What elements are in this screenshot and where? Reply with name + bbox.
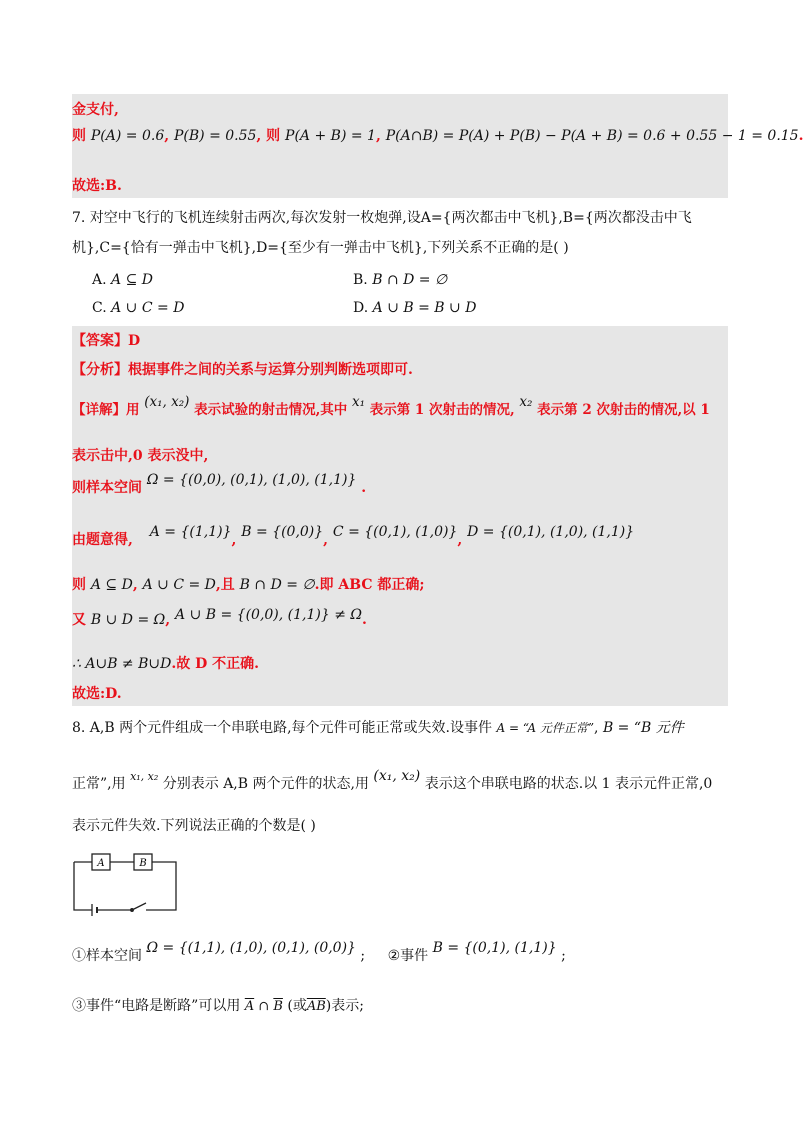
q8-item3 [72,996,364,1017]
solution6-ze: 则 [72,128,86,144]
circuit-label-b: B [139,858,147,869]
option-d-label: D. [353,300,369,316]
item1-set: Ω = {(1,1), (1,0), (0,1), (0,0)} [146,940,356,956]
q7-stem-line1: 7. 对空中飞行的飞机连续射击两次,每次发射一枚炮弹,设A={两次都击中飞机},B={两次都没击中飞 [72,210,692,226]
circuit-label-a: A [97,858,105,869]
solution6-line2: 则 P(A) = 0.6, P(B) = 0.55, 则 P(A + B) = 1, P(A∩B) = P(A) + P(B) − P(A + B) = 0.6 + 0.55 − 1 = 0.15. [72,128,803,144]
q8-pair: (x₁, x₂) [373,768,421,784]
relation-b-inter-d: B ∩ D = ∅ [239,577,315,593]
detail-prefix: 【详解】用 [72,402,140,418]
q7-option-a [92,270,153,290]
solution7-choose: 故选:D. [72,686,122,702]
detail-x1: x₁ [351,394,366,410]
item2-label: ②事件 [387,948,429,964]
circuit-right-wire [146,862,176,910]
set-d: D = {(0,1), (1,0), (1,1)} [467,524,635,540]
solution7-relations: 则 A ⊆ D, A ∪ C = D,且 B ∩ D = ∅.即 ABC 都正确; [72,577,425,593]
detail-pair: (x₁, x₂) [144,394,190,410]
solution7-background [72,326,728,706]
circuit-left-wire [74,862,92,910]
option-d-formula: A ∪ B = B ∪ D [372,300,477,316]
detail-x2: x₂ [519,394,533,410]
set-b: B = {(0,0)} [241,524,324,540]
therefore-end: .故 D 不正确. [171,656,260,672]
meaning-label: 由题意得, [72,532,133,548]
circuit-diagram [70,848,182,914]
solution7-therefore [72,654,259,674]
item3-text1: ③事件“电路是断路”可以用 [72,998,241,1014]
solution7-also: 又 B ∪ D = Ω, A ∪ B = {(0,0), (1,1)} ≠ Ω. [72,607,367,628]
solution6-answer: 故选:B. [72,178,122,194]
solution7-line2: 表示击中,0 表示没中, [72,448,209,464]
option-a-label: A. [92,272,107,288]
relation-a-subset-d: A ⊆ D [90,577,133,593]
relation-b-union-d: B ∪ D = Ω [90,612,166,628]
formula-pb: P(B) = 0.55 [173,128,257,144]
omega-end: . [361,480,367,496]
item3-expr2: $\overline{AB}$ [306,999,326,1014]
q8-stem-line3: 表示元件失效.下列说法正确的个数是( ) [72,818,316,834]
solution7-analysis: 【分析】根据事件之间的关系与运算分别判断选项即可. [72,362,413,378]
then-mid: ,且 [215,577,235,593]
item1-end: ; [360,948,366,964]
detail-text1: 表示试验的射击情况,其中 [194,402,348,418]
item1-label: ①样本空间 [72,948,142,964]
detail-text2: 表示第 1 次射击的情况, [369,402,515,418]
option-a-formula: A ⊆ D [111,272,153,288]
solution7-omega [72,472,367,498]
also-label: 又 [72,612,86,628]
therefore-formula: ∴ A∪B ≠ B∪D [72,656,172,672]
q7-option-b [353,270,447,290]
q8-event-b: B = “B 元件 [602,720,684,736]
solution6-ze2: 则 [266,128,281,144]
q8-event-a: A = “A 元件正常” [496,721,595,735]
q8-stem-text2: 正常”,用 [72,776,126,792]
item3-expr: $\overline{A}$ ∩ $\overline{B}$ [244,999,283,1014]
set-c: C = {(0,1), (1,0)} [332,524,458,540]
item3-text3: )表示; [325,998,364,1014]
solution7-sets: 由题意得, A = {(1,1)}, B = {(0,0)}, C = {(0,1), (1,0)}, D = {(0,1), (1,0), (1,1)} [72,524,635,548]
formula-intersection: P(A∩B) = P(A) + P(B) − P(A + B) = 0.6 + 0.55 − 1 = 0.15 [385,128,799,144]
relation-a-union-c: A ∪ C = D [142,577,216,593]
q8-stem-text1: 8. A,B 两个元件组成一个串联电路,每个元件可能正常或失效.设事件 [72,720,493,736]
relation-a-union-b: A ∪ B = {(0,0), (1,1)} ≠ Ω [175,607,363,623]
option-c-formula: A ∪ C = D [111,300,185,316]
option-b-label: B. [353,272,368,288]
then-label: 则 [72,577,86,593]
omega-label: 则样本空间 [72,480,142,496]
option-c-label: C. [92,300,107,316]
q8-stem-text3: 分别表示 A,B 两个元件的状态,用 [162,776,369,792]
switch-pivot [131,909,134,912]
q7-stem-line2: 机},C={恰有一弹击中飞机},D={至少有一弹击中飞机},下列关系不正确的是( ) [72,240,569,256]
solution6-line1: 金支付, [72,102,119,118]
item3-text2: (或 [287,998,307,1014]
item2-set: B = {(0,1), (1,1)} [432,940,557,956]
q8-stem-line2 [72,768,713,795]
option-b-formula: B ∩ D = ∅ [372,272,448,288]
switch-lever [132,903,146,910]
omega-set: Ω = {(0,0), (0,1), (1,0), (1,1)} [146,472,357,488]
solution7-answer: 【答案】D [72,333,141,349]
then-end: .即 ABC 都正确; [314,577,425,593]
q8-item1-2 [72,940,566,966]
q7-option-d [353,298,476,318]
formula-pa: P(A) = 0.6 [90,128,165,144]
solution7-detail [72,394,710,420]
q8-stem-line1: 8. A,B 两个元件组成一个串联电路,每个元件可能正常或失效.设事件 A = “A 元件正常”, B = “B 元件 [72,720,684,736]
set-a: A = {(1,1)} [149,524,232,540]
item2-end: ; [561,948,566,964]
q8-stem-text4: 表示这个串联电路的状态.以 1 表示元件正常,0 [424,776,713,792]
also-end: . [362,612,367,628]
q7-option-c [92,298,184,318]
formula-pab: P(A + B) = 1 [285,128,376,144]
solution6-background [72,94,728,198]
q8-x-vars: x₁, x₂ [130,770,159,783]
detail-text3: 表示第 2 次射击的情况,以 1 [537,402,710,418]
